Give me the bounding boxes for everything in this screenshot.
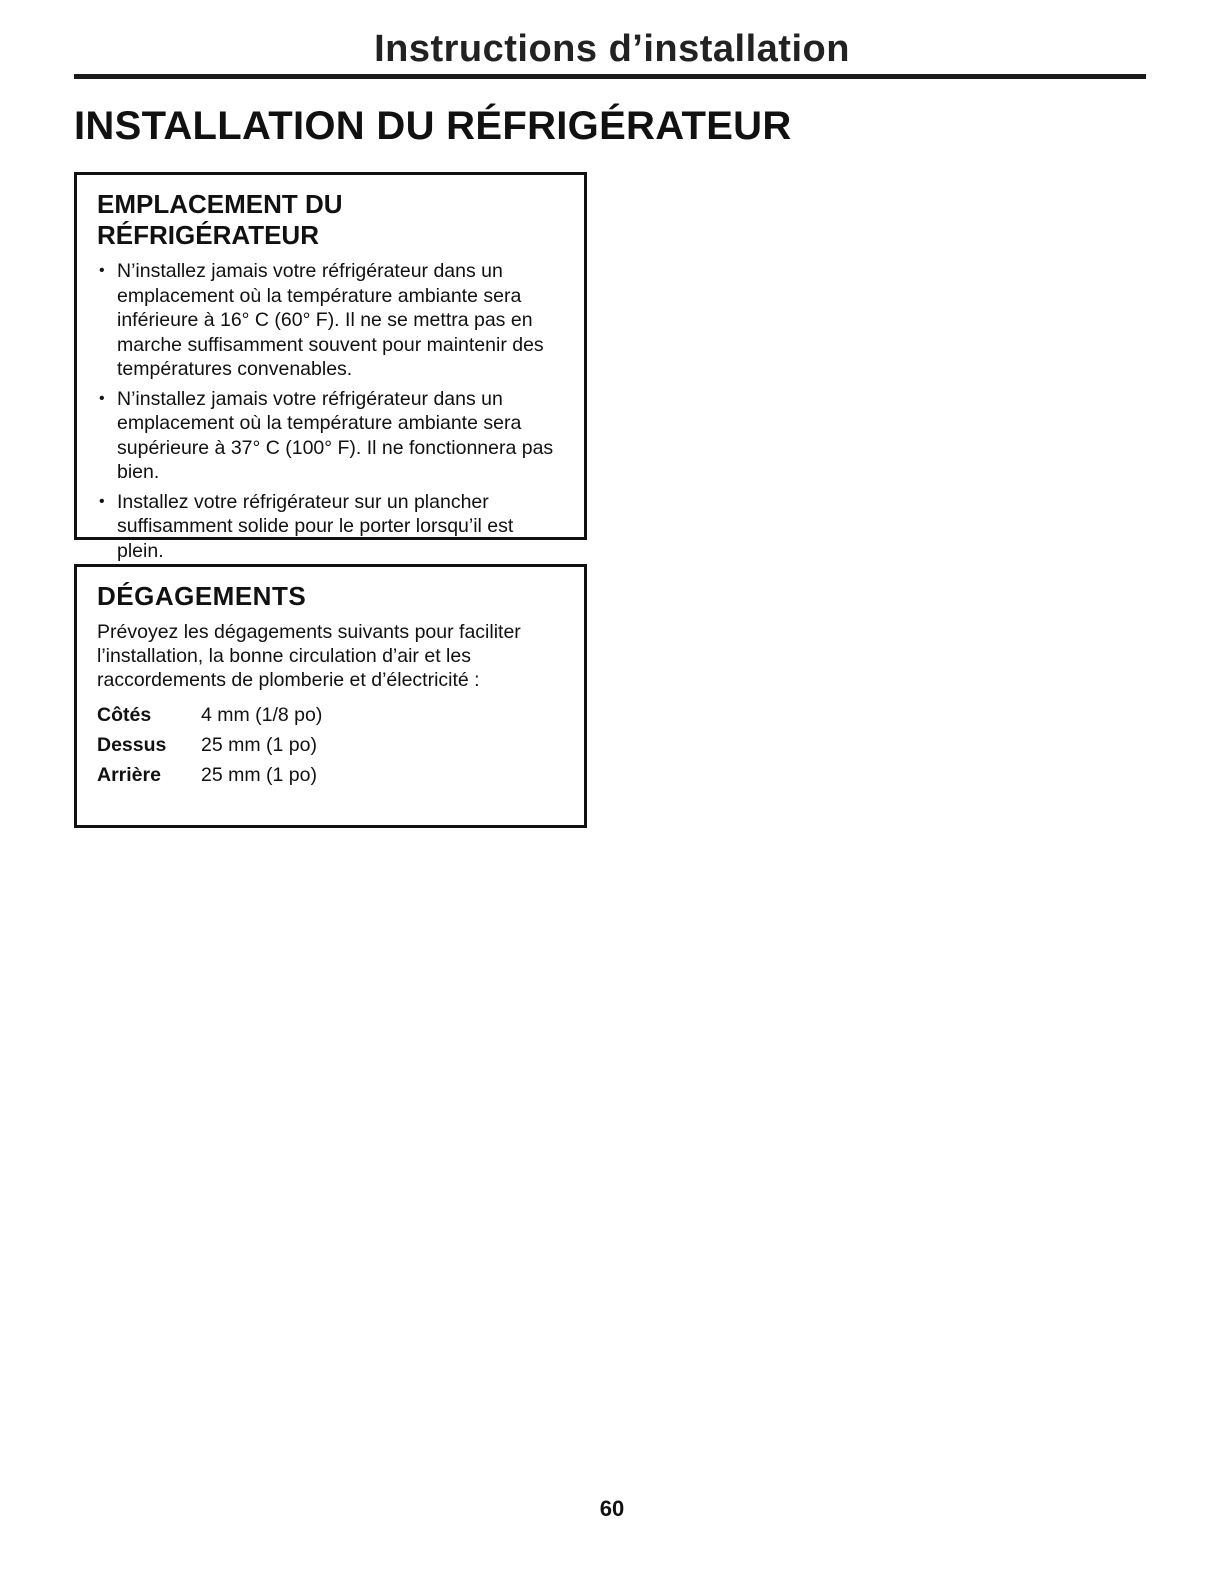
clearance-row-top <box>97 730 564 760</box>
clearance-intro: Prévoyez les dégagements suivants pour faciliter l’installation, la bonne circulation d’air et les raccordements de plomberie et d’électricité : <box>97 621 521 691</box>
section-title: INSTALLATION DU RÉFRIGÉRATEUR <box>74 104 792 148</box>
clearance-heading: DÉGAGEMENTS <box>97 581 307 611</box>
page-header-title: Instructions d’installation <box>374 28 850 70</box>
bullet-icon: • <box>99 492 105 510</box>
placement-bullet-item <box>97 387 564 485</box>
placement-bullet-list <box>97 259 564 563</box>
bullet-text: Installez votre réfrigérateur sur un plancher suffisamment solide pour le porter lorsqu’il est plein. <box>117 490 514 562</box>
header-divider <box>74 74 1146 79</box>
clearance-value: 4 mm (1/8 po) <box>201 704 323 726</box>
clearance-box <box>74 564 587 828</box>
placement-heading: EMPLACEMENT DU RÉFRIGÉRATEUR <box>97 189 343 250</box>
placement-bullet-item <box>97 490 564 564</box>
bullet-icon: • <box>99 262 105 279</box>
clearance-value: 25 mm (1 po) <box>201 764 317 786</box>
clearance-label: Dessus <box>97 734 167 756</box>
bullet-text: N’installez jamais votre réfrigérateur dans un emplacement où la température ambiante sera inférieure à 16° C (60° F). Il ne se mettra pas en marche suffisamment souvent pour maintenir des températures convenables. <box>117 260 544 380</box>
page-number: 60 <box>599 1496 625 1521</box>
clearance-row-back <box>97 760 564 790</box>
bullet-icon: • <box>99 389 105 407</box>
bullet-text: N’installez jamais votre réfrigérateur dans un emplacement où la température ambiante sera supérieure à 37° C (100° F). Il ne fonctionnera pas bien. <box>117 387 554 483</box>
clearance-row-sides <box>97 700 564 730</box>
placement-bullet-item <box>97 259 564 382</box>
clearance-label: Côtés <box>97 704 152 726</box>
clearance-value: 25 mm (1 po) <box>201 734 317 756</box>
placement-box <box>74 172 587 562</box>
clearance-label: Arrière <box>97 764 161 786</box>
